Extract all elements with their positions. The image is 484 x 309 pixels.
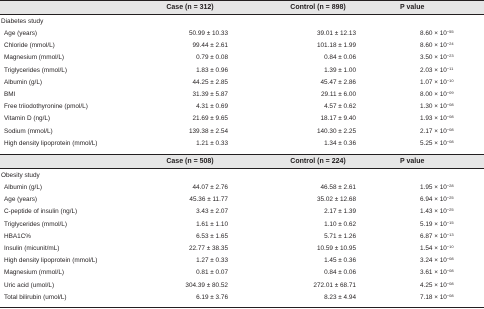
table-row <box>0 207 484 217</box>
p-value: $1.43 \times 10^{-25}$ <box>420 207 454 216</box>
case-value: 99.44 ± 2.61 <box>192 42 228 50</box>
p-value: $1.93 \times 10^{-08}$ <box>420 114 454 123</box>
control-value: 0.84 ± 0.06 <box>324 54 356 62</box>
p-exponent: −23 <box>446 53 454 59</box>
table-row <box>0 53 484 63</box>
p-value: $3.50 \times 10^{-23}$ <box>420 53 454 62</box>
p-exponent: −08 <box>446 126 454 132</box>
case-value: 1.61 ± 1.10 <box>196 220 228 228</box>
case-value: 1.83 ± 0.96 <box>196 66 228 74</box>
p-exponent: −15 <box>446 219 454 225</box>
case-value: 304.39 ± 80.52 <box>185 281 228 289</box>
p-value: $6.87 \times 10^{-13}$ <box>420 231 454 240</box>
row-label: Total bilirubin (umol/L) <box>4 293 67 301</box>
row-label: Triglycerides (mmol/L) <box>4 66 67 74</box>
diabetes-section-title: Diabetes study <box>1 18 44 25</box>
p-exponent: −13 <box>446 231 454 237</box>
table-row <box>0 78 484 88</box>
case-value: 44.07 ± 2.76 <box>192 184 228 191</box>
p-exponent: −28 <box>446 183 454 188</box>
table-row <box>0 127 484 137</box>
row-label: Albumin (g/L) <box>4 78 43 86</box>
case-value: 1.27 ± 0.33 <box>196 257 228 265</box>
control-value: 1.39 ± 1.00 <box>324 66 356 74</box>
table-row <box>0 232 484 242</box>
table-row <box>0 114 484 124</box>
case-value: 6.19 ± 3.76 <box>196 293 228 301</box>
control-value: 10.59 ± 10.95 <box>316 245 356 252</box>
p-exponent: −11 <box>446 65 454 71</box>
control-value: 8.23 ± 4.94 <box>324 293 356 301</box>
p-exponent: −08 <box>446 280 454 286</box>
control-value: 1.34 ± 0.36 <box>324 139 356 147</box>
row-label: Age (years) <box>4 196 38 204</box>
header-case: Case (n = 508) <box>166 158 214 165</box>
p-value: $2.17 \times 10^{-08}$ <box>420 126 454 135</box>
table-row <box>0 256 484 266</box>
table-row <box>0 281 484 291</box>
obesity-section-title: Obesity study <box>1 172 40 179</box>
p-exponent: −10 <box>446 244 454 249</box>
case-value: 22.77 ± 38.35 <box>188 245 228 252</box>
row-label: Uric acid (umol/L) <box>4 281 55 289</box>
table-row <box>0 244 484 254</box>
p-value: $3.61 \times 10^{-08}$ <box>420 268 454 277</box>
table-row <box>0 195 484 205</box>
table-bottom-rule <box>0 307 484 308</box>
table-row <box>0 183 484 193</box>
p-exponent: −10 <box>446 77 454 83</box>
control-value: 2.17 ± 1.39 <box>324 208 356 216</box>
diabetes-header-row <box>0 0 484 15</box>
p-exponent: −09 <box>446 90 454 95</box>
table-row <box>0 268 484 278</box>
case-value: 0.79 ± 0.08 <box>196 54 228 62</box>
p-exponent: −08 <box>446 268 454 274</box>
table-row <box>0 293 484 303</box>
p-value: $7.18 \times 10^{-08}$ <box>420 292 454 301</box>
case-value: 6.53 ± 1.65 <box>196 232 228 240</box>
row-label: C-peptide of insulin (ng/L) <box>4 208 78 216</box>
row-label: Vitamin D (ng/L) <box>4 115 51 123</box>
p-exponent: −25 <box>446 207 454 213</box>
row-label: Albumin (g/L) <box>4 184 43 191</box>
table-row <box>0 41 484 51</box>
row-label: Magnesium (mmol/L) <box>4 54 65 62</box>
p-exponent: −08 <box>446 138 454 144</box>
p-value: $2.03 \times 10^{-11}$ <box>420 65 454 74</box>
table-row <box>0 90 484 100</box>
p-value: $1.95 \times 10^{-28}$ <box>420 183 454 191</box>
p-value: $3.24 \times 10^{-08}$ <box>420 256 454 265</box>
obesity-header-row <box>0 154 484 169</box>
p-value: $5.19 \times 10^{-15}$ <box>420 219 454 228</box>
control-value: 46.58 ± 2.61 <box>320 184 356 191</box>
control-value: 35.02 ± 12.68 <box>316 196 356 204</box>
row-label: Chloride (mmol/L) <box>4 42 55 50</box>
case-value: 1.21 ± 0.33 <box>196 139 228 147</box>
case-value: 45.36 ± 11.77 <box>189 196 228 204</box>
p-value: $8.00 \times 10^{-09}$ <box>420 90 454 98</box>
control-value: 29.11 ± 6.00 <box>320 91 356 98</box>
p-value: $6.94 \times 10^{-25}$ <box>420 195 454 204</box>
p-exponent: −08 <box>446 256 454 262</box>
p-exponent: −55 <box>446 29 454 34</box>
case-value: 4.31 ± 0.69 <box>196 103 228 111</box>
header-case: Case (n = 312) <box>166 4 214 11</box>
row-label: Free triiodothyronine (pmol/L) <box>4 103 88 111</box>
control-value: 0.84 ± 0.06 <box>324 269 356 277</box>
p-exponent: −25 <box>446 195 454 201</box>
control-value: 1.45 ± 0.36 <box>324 257 356 265</box>
row-label: High density lipoprotein (mmol/L) <box>4 257 98 265</box>
row-label: HBA1C% <box>4 232 31 240</box>
header-control: Control (n = 898) <box>290 4 346 11</box>
table-row <box>0 139 484 149</box>
row-label: Insulin (micunit/mL) <box>4 245 60 252</box>
case-value: 21.69 ± 9.65 <box>192 115 228 123</box>
row-label: BMI <box>4 91 16 98</box>
case-value: 44.25 ± 2.85 <box>192 78 228 86</box>
p-value: $1.07 \times 10^{-10}$ <box>420 77 454 86</box>
case-value: 50.99 ± 10.33 <box>188 30 228 37</box>
control-value: 4.57 ± 0.62 <box>324 103 356 111</box>
row-label: Age (years) <box>4 30 38 37</box>
case-value: 3.43 ± 2.07 <box>196 208 228 216</box>
p-value: $8.60 \times 10^{-24}$ <box>420 41 454 50</box>
table-row <box>0 29 484 39</box>
table-row <box>0 66 484 76</box>
p-value: $8.60 \times 10^{-55}$ <box>420 29 454 37</box>
control-value: 5.71 ± 1.26 <box>324 232 356 240</box>
control-value: 18.17 ± 9.40 <box>320 115 356 123</box>
p-value: $1.30 \times 10^{-08}$ <box>420 102 454 111</box>
p-value: $5.25 \times 10^{-08}$ <box>420 138 454 147</box>
control-value: 272.01 ± 68.71 <box>313 281 356 289</box>
control-value: 140.30 ± 2.25 <box>316 127 356 135</box>
p-exponent: −08 <box>446 292 454 298</box>
control-value: 39.01 ± 12.13 <box>316 30 356 37</box>
control-value: 1.10 ± 0.62 <box>324 220 356 228</box>
p-exponent: −24 <box>446 41 454 47</box>
case-value: 31.39 ± 5.87 <box>192 91 228 98</box>
p-value: $4.25 \times 10^{-08}$ <box>420 280 454 289</box>
table-row <box>0 102 484 112</box>
header-p-value: P value <box>400 158 425 165</box>
case-value: 0.81 ± 0.07 <box>196 269 228 277</box>
row-label: High density lipoprotein (mmol/L) <box>4 139 98 147</box>
p-value: $1.54 \times 10^{-10}$ <box>420 244 454 252</box>
p-exponent: −08 <box>446 114 454 120</box>
row-label: Sodium (mmol/L) <box>4 127 53 135</box>
table-row <box>0 220 484 230</box>
row-label: Magnesium (mmol/L) <box>4 269 65 277</box>
control-value: 45.47 ± 2.86 <box>320 78 356 86</box>
control-value: 101.18 ± 1.99 <box>316 42 356 50</box>
row-label: Triglycerides (mmol/L) <box>4 220 67 228</box>
case-value: 139.38 ± 2.54 <box>188 127 228 135</box>
p-exponent: −08 <box>446 102 454 108</box>
header-control: Control (n = 224) <box>290 158 346 165</box>
header-p-value: P value <box>400 4 425 11</box>
